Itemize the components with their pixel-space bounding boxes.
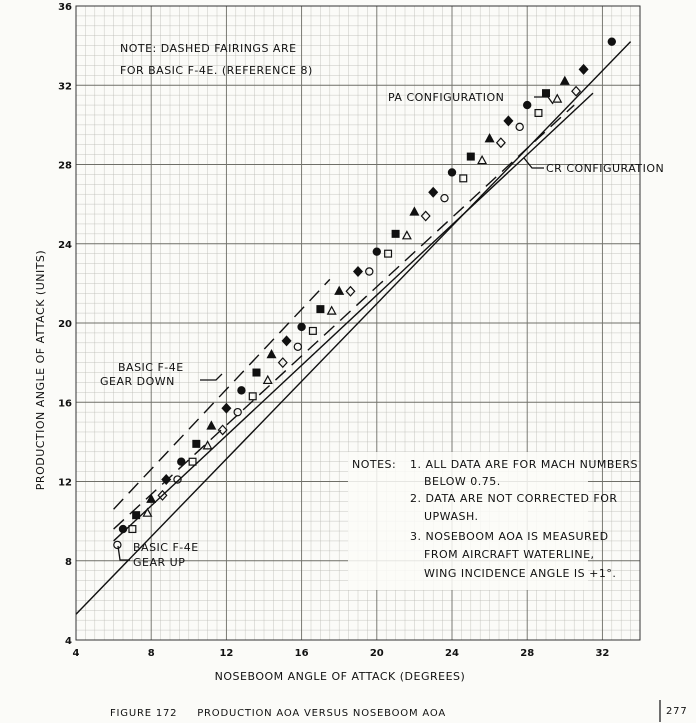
data-point [516,123,523,130]
data-point [403,231,411,238]
y-tick-label: 36 [58,2,72,13]
data-point [504,116,512,125]
data-point [218,425,226,434]
data-point [543,90,550,97]
data-point [249,393,256,400]
y-tick-label: 32 [58,81,72,93]
data-point [193,440,200,447]
data-point [238,387,245,394]
notes-line-6: FROM AIRCRAFT WATERLINE, [424,548,595,561]
notes-line-4: UPWASH. [424,510,479,523]
data-point [268,350,276,357]
data-point [253,369,260,376]
gear-down-leader-line [200,374,222,380]
note-top-line-2: FOR BASIC F-4E. (REFERENCE 8) [120,64,313,77]
data-point [579,65,587,74]
y-tick-label: 28 [58,160,72,172]
data-point [448,169,455,176]
gear-up-label-line-1: BASIC F-4E [133,541,199,554]
data-point [309,328,316,335]
notes-line-2: BELOW 0.75. [424,475,501,488]
data-point [366,268,373,275]
data-point [460,175,467,182]
data-point [133,512,140,519]
data-point [346,287,354,296]
notes-line-5: 3. NOSEBOOM AOA IS MEASURED [410,530,609,543]
notes-line-3: 2. DATA ARE NOT CORRECTED FOR [410,492,618,505]
data-point [147,495,155,502]
y-tick-label: 12 [58,477,72,489]
y-tick-label: 4 [65,636,72,647]
x-axis-label: NOSEBOOM ANGLE OF ATTACK (DEGREES) [214,670,466,683]
notes-line-1: 1. ALL DATA ARE FOR MACH NUMBERS [410,458,639,471]
data-point [392,230,399,237]
y-tick-label: 16 [58,398,72,410]
x-tick-label: 12 [219,648,234,659]
data-point [114,541,121,548]
figure-caption: FIGURE 172 PRODUCTION AOA VERSUS NOSEBOOM AOA [110,708,446,719]
notes-line-7: WING INCIDENCE ANGLE IS +1°. [424,567,617,580]
data-point [335,287,343,294]
x-tick-label: 28 [520,648,535,659]
data-point [478,156,486,163]
data-point [441,195,448,202]
data-point [294,343,301,350]
data-point [421,211,429,220]
data-point [561,77,569,84]
data-point [524,101,531,108]
y-tick-label: 24 [58,239,72,251]
x-tick-label: 24 [445,648,459,659]
note-top-line-1: NOTE: DASHED FAIRINGS ARE [120,42,297,55]
x-tick-label: 4 [72,648,80,659]
page-number: 277 [666,706,688,717]
gear-down-label-line-1: BASIC F-4E [118,361,184,374]
y-tick-label: 20 [58,319,72,330]
pa-configuration-label: PA CONFIGURATION [388,91,505,104]
pa-leader-line [534,97,553,104]
data-point [298,323,305,330]
gear-down-label-line-2: GEAR DOWN [100,375,175,388]
gear-up-label-line-2: GEAR UP [133,556,186,569]
notes-heading: NOTES: [352,458,397,471]
data-point [608,38,615,45]
x-tick-label: 20 [369,648,384,659]
data-point [119,525,126,532]
y-tick-label: 8 [65,556,72,568]
data-point [467,153,474,160]
x-tick-label: 16 [294,648,309,659]
x-tick-label: 8 [147,648,155,659]
y-axis-label: PRODUCTION ANGLE OF ATTACK (UNITS) [34,249,47,491]
gear-down-fairing-line [114,279,330,509]
data-point [373,248,380,255]
data-point [354,267,362,276]
data-point [535,110,542,117]
data-point [553,95,561,102]
x-tick-label: 32 [595,648,610,659]
data-point [486,134,494,141]
data-point [497,138,505,147]
data-point [410,208,418,215]
data-point [207,422,215,429]
data-point [317,306,324,313]
data-point [429,188,437,197]
cr-configuration-label: CR CONFIGURATION [546,162,665,175]
data-point [282,336,290,345]
data-point [222,404,230,413]
data-point [178,458,185,465]
